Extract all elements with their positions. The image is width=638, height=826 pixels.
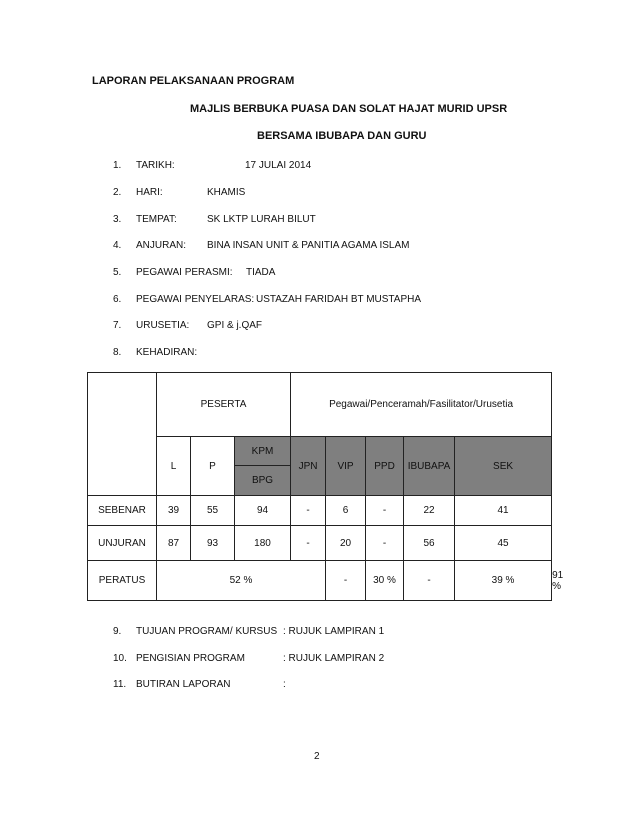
header-peserta: PESERTA (157, 373, 291, 437)
item-label: PENGISIAN PROGRAM (136, 653, 245, 664)
cell-sek: 45 (455, 526, 552, 561)
cell-vip: 30 % (366, 561, 404, 601)
cell-kpm: 180 (235, 526, 291, 561)
page-number: 2 (314, 751, 320, 762)
item-number: 11. (113, 679, 127, 690)
report-title: LAPORAN PELAKSANAAN PROGRAM (92, 75, 295, 87)
item-value: KHAMIS (207, 187, 246, 198)
row-label: UNJURAN (88, 526, 157, 561)
cell-jpn: - (291, 496, 326, 526)
item-value: USTAZAH FARIDAH BT MUSTAPHA (256, 294, 422, 305)
item-label: PEGAWAI PERASMI: (136, 267, 233, 278)
item-number: 3. (113, 214, 122, 225)
item-number: 1. (113, 160, 122, 171)
item-label: TUJUAN PROGRAM/ KURSUS (136, 626, 278, 637)
header-jpn: JPN (291, 437, 326, 496)
table-row-unjuran (88, 526, 552, 561)
item-value: : (283, 679, 286, 690)
program-subtitle: BERSAMA IBUBAPA DAN GURU (257, 130, 427, 142)
table-row-sebenar (88, 496, 552, 526)
cell-jpn: - (291, 526, 326, 561)
table-corner-cell (88, 373, 157, 496)
cell-peserta-percent: 52 % (157, 561, 326, 601)
item-number: 9. (113, 626, 122, 637)
item-value: : RUJUK LAMPIRAN 2 (283, 653, 385, 664)
header-sek: SEK (455, 437, 552, 496)
cell-ppd: - (366, 496, 404, 526)
header-ibubapa: IBUBAPA (404, 437, 455, 496)
item-label: URUSETIA: (136, 320, 190, 331)
cell-ppd: - (404, 561, 455, 601)
header-vip: VIP (326, 437, 366, 496)
cell-ibubapa: 39 % (455, 561, 552, 601)
row-label: SEBENAR (88, 496, 157, 526)
cell-jpn: - (326, 561, 366, 601)
item-number: 7. (113, 320, 122, 331)
table-row-peratus: PERATUS 52 % - 30 % - 39 % 91 % (88, 561, 552, 601)
item-label: TARIKH: (136, 160, 175, 171)
item-value: TIADA (246, 267, 276, 278)
cell-ppd: - (366, 526, 404, 561)
attendance-table (87, 372, 564, 601)
item-number: 6. (113, 294, 122, 305)
item-number: 8. (113, 347, 122, 358)
cell-p: 55 (191, 496, 235, 526)
item-label: TEMPAT: (136, 214, 177, 225)
item-label: HARI: (136, 187, 163, 198)
cell-sek: 41 (455, 496, 552, 526)
item-number: 2. (113, 187, 122, 198)
cell-ibubapa: 22 (404, 496, 455, 526)
item-value: : RUJUK LAMPIRAN 1 (283, 626, 385, 637)
cell-l: 87 (157, 526, 191, 561)
item-value: 17 JULAI 2014 (245, 160, 312, 171)
item-label: KEHADIRAN: (136, 347, 198, 358)
cell-p: 93 (191, 526, 235, 561)
header-l: L (157, 437, 191, 496)
item-value: SK LKTP LURAH BILUT (207, 214, 316, 225)
item-number: 10. (113, 653, 127, 664)
header-ppd: PPD (366, 437, 404, 496)
cell-l: 39 (157, 496, 191, 526)
cell-ibubapa: 56 (404, 526, 455, 561)
item-number: 4. (113, 240, 122, 251)
item-label: PEGAWAI PENYELARAS: (136, 294, 255, 305)
item-number: 5. (113, 267, 122, 278)
item-label: ANJURAN: (136, 240, 187, 251)
header-kpm: KPM (235, 437, 291, 466)
item-value: BINA INSAN UNIT & PANITIA AGAMA ISLAM (207, 240, 410, 251)
item-value: GPI & j.QAF (207, 320, 263, 331)
header-p: P (191, 437, 235, 496)
row-label: PERATUS (88, 561, 157, 601)
header-pegawai: Pegawai/Penceramah/Fasilitator/Urusetia (291, 373, 552, 437)
item-label: BUTIRAN LAPORAN (136, 679, 231, 690)
cell-vip: 20 (326, 526, 366, 561)
header-bpg: BPG (235, 466, 291, 496)
program-title: MAJLIS BERBUKA PUASA DAN SOLAT HAJAT MURID UPSR (190, 103, 508, 115)
cell-kpm: 94 (235, 496, 291, 526)
cell-vip: 6 (326, 496, 366, 526)
